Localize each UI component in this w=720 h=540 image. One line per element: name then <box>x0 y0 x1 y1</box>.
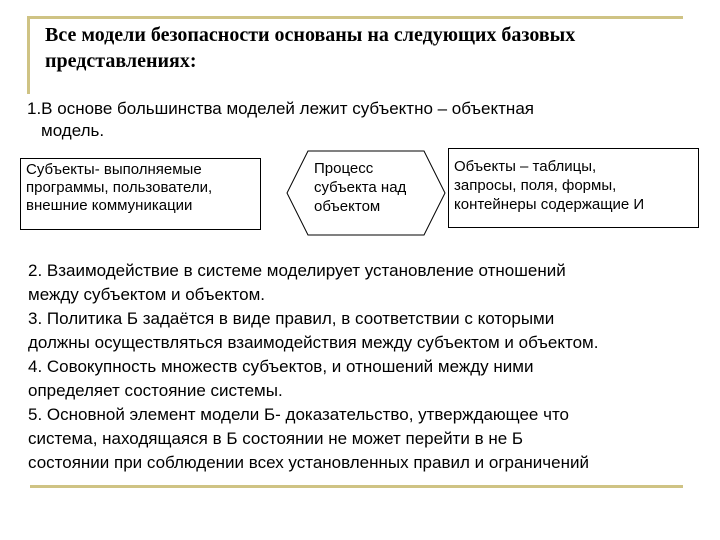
frame-left-line <box>27 16 30 94</box>
process-hexagon-label: Процесс субъекта над объектом <box>314 160 407 215</box>
subjects-box: Субъекты- выполняемые программы, пользователи, внешние коммуникации <box>20 158 261 230</box>
frame-bottom-line <box>30 485 683 488</box>
point-1-line-1: 1.В основе большинства моделей лежит субъектно – объектная <box>27 99 534 118</box>
process-hexagon <box>286 150 446 236</box>
slide-title: Все модели безопасности основаны на следующих базовых представлениях: <box>45 24 576 72</box>
frame-top-line <box>27 16 683 19</box>
point-1 <box>27 98 687 142</box>
objects-box: Объекты – таблицы, запросы, поля, формы, контейнеры содержащие И <box>448 148 699 228</box>
points-2-5: 2. Взаимодействие в системе моделирует установление отношений между субъектом и объектом. 3. Политика Б задаётся в виде правил, в соответствии с которыми должны осуществляться взаимодействия между субъектом и объектом. 4. Совокупность множеств субъектов, и отношений между ними определяет состояние системы. 5. Основной элемент модели Б- доказательство, утверждающее что система, находящаяся в Б состоянии не может перейти в не Б состоянии при соблюдении всех установленных правил и ограничений <box>28 261 599 472</box>
point-1-line-2: модель. <box>41 121 105 140</box>
